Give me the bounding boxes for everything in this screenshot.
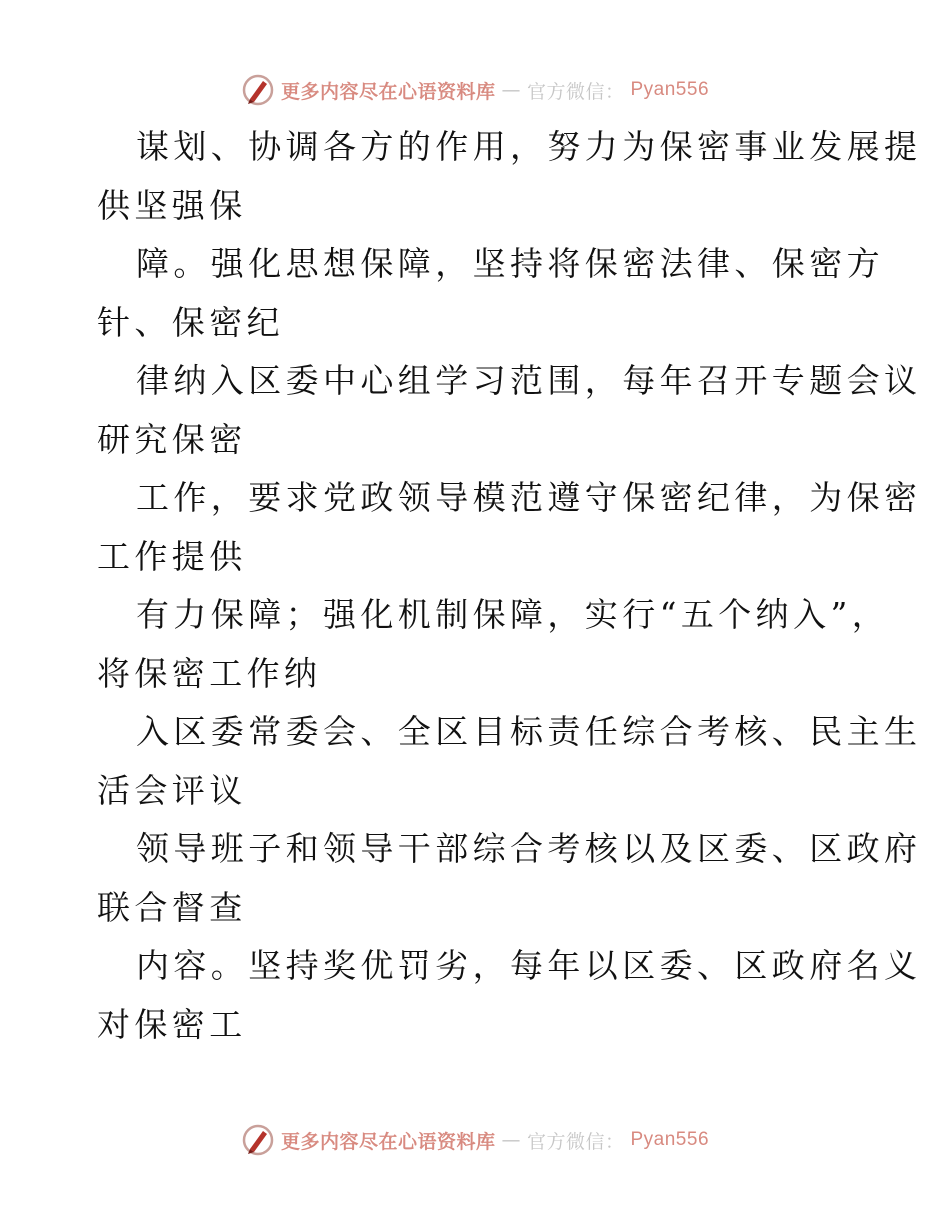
paragraph-line: 供坚强保 <box>97 185 247 225</box>
paragraph <box>97 235 884 352</box>
watermark-main-text: 更多内容尽在心语资料库 <box>280 1130 496 1153</box>
paragraph-line: 谋划、协调各方的作用，努力为保密事业发展提 <box>136 127 922 166</box>
paragraph-line: 工作，要求党政领导模范遵守保密纪律，为保密 <box>136 478 922 517</box>
paragraph-line: 活会评议 <box>97 770 247 810</box>
paragraph <box>97 469 922 586</box>
paragraph-line: 有力保障；强化机制保障，实行“五个纳入”， <box>136 595 890 634</box>
paragraph-line: 研究保密 <box>97 419 247 459</box>
paragraph <box>97 937 922 1054</box>
paragraph-line: 联合督查 <box>97 887 247 927</box>
header-watermark <box>0 70 950 110</box>
paragraph <box>97 586 890 703</box>
paragraph-line: 针、保密纪 <box>97 302 284 342</box>
paragraph-line: 工作提供 <box>97 536 247 576</box>
paragraph-line: 障。强化思想保障，坚持将保密法律、保密方 <box>136 244 884 283</box>
watermark-wechat-id: Pyan556 <box>630 79 710 100</box>
watermark-dash: — <box>501 1129 521 1151</box>
footer-watermark <box>0 1120 950 1160</box>
document-body <box>97 118 922 1054</box>
pen-logo-icon <box>241 1123 275 1157</box>
paragraph <box>97 352 922 469</box>
watermark-wechat-id: Pyan556 <box>630 1129 710 1150</box>
watermark-main-text: 更多内容尽在心语资料库 <box>280 80 496 103</box>
pen-logo-icon <box>241 73 275 107</box>
paragraph <box>97 820 922 937</box>
paragraph-line: 领导班子和领导干部综合考核以及区委、区政府 <box>136 829 922 868</box>
paragraph-line: 将保密工作纳 <box>97 653 322 693</box>
watermark-dash: — <box>501 79 521 101</box>
watermark-official-label: 官方微信： <box>526 1130 625 1153</box>
paragraph <box>97 703 922 820</box>
paragraph-line: 律纳入区委中心组学习范围，每年召开专题会议 <box>136 361 922 400</box>
paragraph <box>97 118 922 235</box>
watermark-official-label: 官方微信： <box>526 80 625 103</box>
paragraph-line: 入区委常委会、全区目标责任综合考核、民主生 <box>136 712 922 751</box>
paragraph-line: 对保密工 <box>97 1004 247 1044</box>
paragraph-line: 内容。坚持奖优罚劣，每年以区委、区政府名义 <box>136 946 922 985</box>
